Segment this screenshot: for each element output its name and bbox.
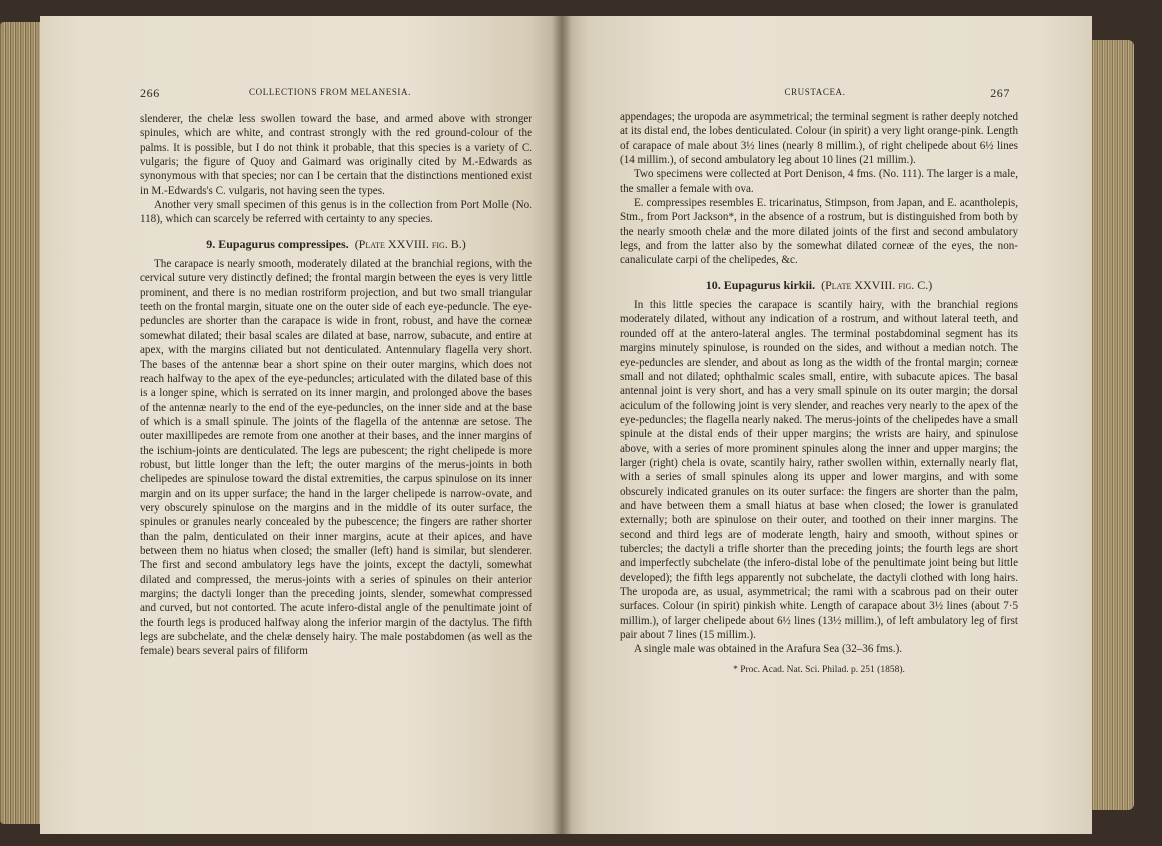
right-page [562, 16, 1092, 834]
page-number: 266 [140, 86, 160, 100]
left-page [40, 16, 562, 834]
book-gutter [552, 16, 572, 834]
plate-reference: (Plate XXVIII. fig. C.) [821, 277, 933, 292]
section-title: 9. Eupagurus compressipes. [206, 236, 349, 251]
right-page-body [620, 110, 1018, 677]
left-page-body [140, 112, 532, 659]
paragraph: E. compressipes resembles E. tricarinatus, Stimpson, from Japan, and E. acantholepis, Stm., from Port Jackson*, in the absence of a rostrum, but is distinguished from both by the nearly smooth chelæ and the more dilated joints of the first and second ambulatory legs, and from the latter also by the somewhat dilated corneæ of the eyes, the non-canaliculate carpi of the chelipedes, &c. [620, 197, 1018, 267]
paragraph: Two specimens were collected at Port Denison, 4 fms. (No. 111). The larger is a male, the smaller a female with ova. [620, 168, 1018, 195]
paragraph: slenderer, the chelæ less swollen toward the base, and armed above with stronger spinules, which are white, and contrast strongly with the red ground-colour of the palms. It is possible, but I do not think it probable, that this species is a variety of C. vulgaris; the figure of Quoy and Gaimard was originally cited by M.-Edwards as synonymous with that species; nor can I be certain that the distinctions mentioned exist in M.-Edwards's C. vulgaris, not having seen the types. [140, 113, 532, 197]
footnote: * Proc. Acad. Nat. Sci. Philad. p. 251 (1858). [733, 664, 905, 675]
right-page-header [620, 86, 1010, 102]
plate-reference: (Plate XXVIII. fig. B.) [354, 236, 466, 251]
section-heading [620, 278, 1018, 292]
page-edges-right [1088, 40, 1134, 810]
paragraph: A single male was obtained in the Arafura Sea (32–36 fms.). [634, 643, 903, 656]
running-head: CRUSTACEA. [784, 87, 846, 97]
paragraph: The carapace is nearly smooth, moderately dilated at the branchial regions, with the cervical suture very distinctly defined; the frontal margin between the eyes is very little prominent, and there is no median rostriform projection, and but two small triangular teeth on the frontal margin, situate one on the outer side of each eye-peduncle. The eye-peduncles are shorter than the carapace is wide in front, robust, and have the corneæ somewhat dilated; their basal scales are dilated at base, narrow, subacute, and entire at apex, with the margins ciliated but not denticulated. Antennulary flagella very short. The bases of the antennæ bear a short spine on their outer margins, which does not reach halfway to the apex of the eye-peduncles; articulated with the dilated base of this is a longer spine, which is serrated on its inner margin, and prolonged above the bases of the antennæ nearly to the end of the eye-peduncles, on the inner side and at the base of which is a small spinule. The joints of the flagella of the antennæ are setose. The outer maxillipedes are remote from one another at their bases, and the inner margins of the ischium-joints are denticulated. The legs are pubescent; the right chelipede is more robust, but little longer than the left; the outer margins of the merus-joints in both chelipedes are spinulose toward the distal extremities, the carpus spinulose on its inner margin and on its upper surface; the hand in the larger chelipede is narrow-ovate, and very obscurely spinulose on the margins and in the middle of its outer surface, the spinules or granules nearly concealed by the pubescence; the fingers are rather shorter than the palm, denticulated on their inner margins, acute at their apices, and have between them no hiatus when closed; the smaller (left) hand is similar, but slenderer. The first and second ambulatory legs have the joints, except the dactyli, somewhat dilated and compressed, the merus-joints with a series of spinules on their anterior margins; the dactyli longer than the preceding joints, slender, somewhat compressed and curved, but not contorted. The acute infero-distal angle of the penultimate joint of the fourth legs is produced halfway along the inferior margin of the dactylus. The fifth legs are subchelate, and the chelæ densely hairy. The male postabdomen (as well as the female) bears several pairs of filiform [140, 258, 532, 658]
page-number: 267 [990, 86, 1010, 100]
section-heading [140, 237, 532, 251]
left-page-header [140, 86, 520, 102]
paragraph: Another very small specimen of this genus is in the collection from Port Molle (No. 118), which can scarcely be referred with certainty to any species. [140, 199, 532, 226]
running-head: COLLECTIONS FROM MELANESIA. [249, 87, 411, 97]
paragraph: In this little species the carapace is scantily hairy, with the branchial regions moderately dilated, without any indication of a rostrum, and without lateral teeth, and rounded off at the antero-lateral angles. The terminal postabdominal segment has its margins minutely spinulose, is rounded on the sides, and without a median notch. The eye-peduncles are slender, and about as long as the width of the frontal margin; corneæ small and not dilated; ophthalmic scales small, entire, with subacute apices. The basal antennal joint is very short, and has a very small spinule on its outer margin; the dorsal aciculum of the following joint is very slender, and reaches very nearly to the apex of the eye-peduncles; the flagella nearly naked. The merus-joints of the chelipedes have a small spinule at the distal ends of their upper margins; the wrists are hairy, and spinulose above, with a series of more prominent spinules along the inner and upper margins; the larger (right) chela is ovate, scantily hairy, rather swollen within, externally nearly flat, with a series of small spinules along its upper and lower margins, and with some obscurely indicated granules on its outer surface: the fingers are shorter than the palm, and have between them a small hiatus at base when closed; the lower is granulated externally; both are spinulose on their outer, and toothed on their inner margins. The second and third legs are of moderate length, hairy and smooth, without spines or tubercles; the dactyli a trifle shorter than the preceding joints; the fourth legs are short and imperfectly subchelate (the infero-distal lobe of the penultimate joint being but little developed); the fifth legs apparently not subchelate, the dactyli clothed with long hairs. The uropoda are, as usual, asymmetrical; the rami with a scabrous pad on their outer surfaces. Colour (in spirit) pinkish white. Length of carapace about 3½ lines (about 7·5 millim.), of larger chelipede about 6½ lines (13½ millim.), of left ambulatory leg of first pair about 7 lines (15 millim.). [620, 299, 1018, 642]
paragraph: appendages; the uropoda are asymmetrical; the terminal segment is rather deeply notched at its distal end, the lobes denticulated. Colour (in spirit) a very light orange-pink. Length of carapace of male about 3½ lines (nearly 8 millim.), of right chelipede about 6½ lines (14 millim.), of second ambulatory leg about 10 lines (21 millim.). [620, 111, 1018, 167]
section-title: 10. Eupagurus kirkii. [705, 277, 816, 292]
